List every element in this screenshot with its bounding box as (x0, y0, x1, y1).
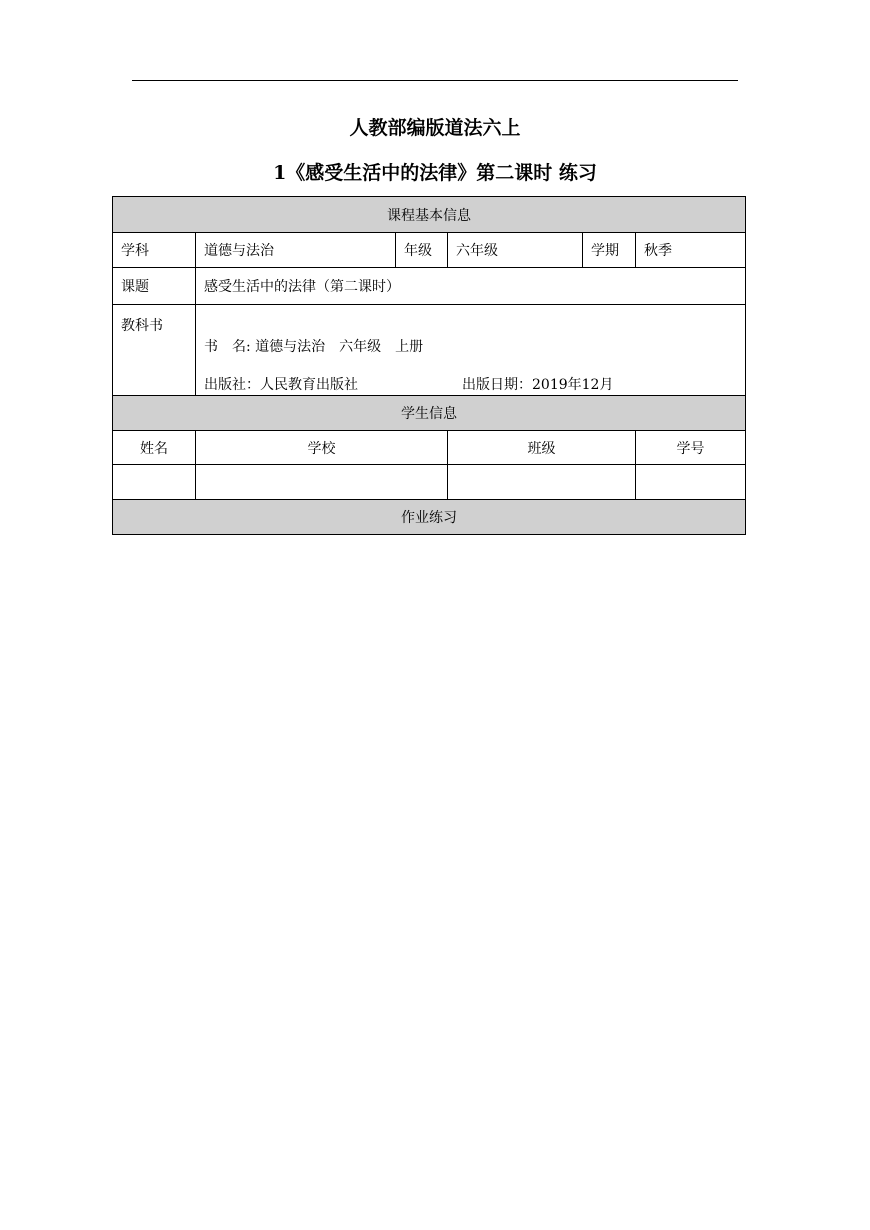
publisher-label: 出版社： (204, 377, 260, 393)
course-info-header: 课程基本信息 (113, 197, 746, 233)
grade-value: 六年级 (448, 233, 583, 268)
book-grade: 六年级 (339, 339, 382, 355)
homework-header: 作业练习 (113, 500, 746, 535)
subject-value: 道德与法治 (196, 233, 396, 268)
publisher: 人民教育出版社 (260, 377, 358, 393)
student-class-input[interactable] (448, 465, 636, 500)
student-col-school: 学校 (196, 431, 448, 465)
topic-value: 感受生活中的法律（第二课时） (196, 268, 746, 305)
student-col-name: 姓名 (113, 431, 196, 465)
course-info-table (112, 196, 746, 535)
book-volume: 上册 (395, 339, 424, 355)
book-name-label: 书 名: (204, 339, 251, 355)
student-col-id: 学号 (636, 431, 746, 465)
subject-label: 学科 (113, 233, 196, 268)
top-rule (132, 80, 738, 81)
student-id-input[interactable] (636, 465, 746, 500)
topic-label: 课题 (113, 268, 196, 305)
book-name-line (204, 337, 737, 357)
publisher-line (204, 375, 737, 395)
student-col-class: 班级 (448, 431, 636, 465)
student-name-input[interactable] (113, 465, 196, 500)
grade-label: 年级 (396, 233, 448, 268)
document-title: 人教部编版道法六上 (349, 117, 521, 139)
lesson-title: 1《感受生活中的法律》第二课时 练习 (273, 162, 597, 184)
pub-date: 2019年12月 (532, 377, 614, 393)
pub-date-label: 出版日期： (462, 377, 532, 393)
book-name: 道德与法治 (255, 339, 326, 355)
student-school-input[interactable] (196, 465, 448, 500)
textbook-details (196, 305, 746, 396)
textbook-label: 教科书 (113, 305, 196, 396)
term-value: 秋季 (636, 233, 746, 268)
term-label: 学期 (583, 233, 636, 268)
student-info-header: 学生信息 (113, 396, 746, 431)
